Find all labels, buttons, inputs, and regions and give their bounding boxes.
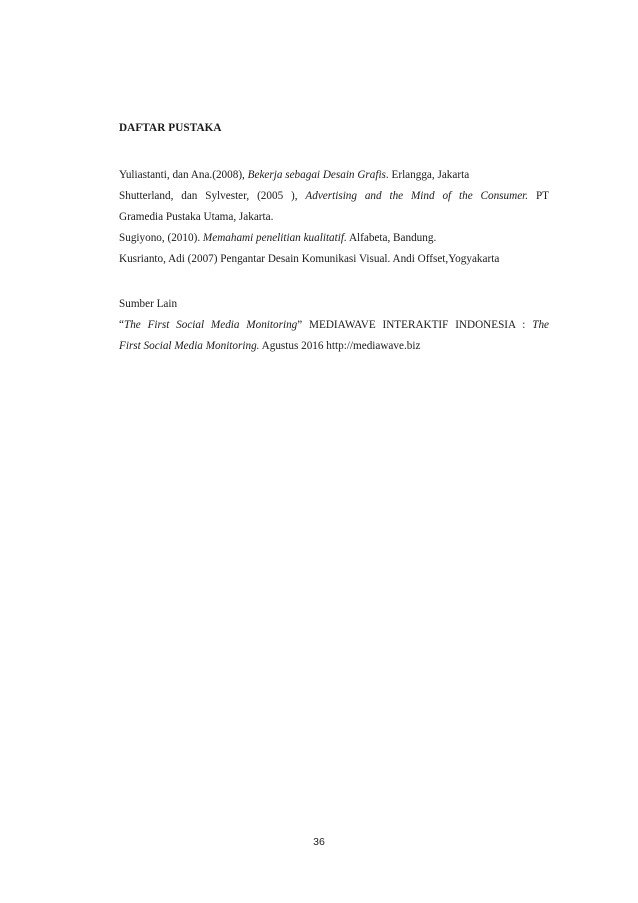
- other-sources-heading: Sumber Lain: [119, 298, 178, 310]
- bibliography-section: [119, 118, 549, 357]
- reference-entry-2: [119, 186, 549, 228]
- reference-publisher-2a: PT: [528, 190, 550, 202]
- other-source-title-end: First Social Media Monitoring.: [119, 340, 260, 352]
- reference-authors-2: Shutterland, dan Sylvester, (2005 ),: [119, 190, 306, 202]
- page-number: 36: [313, 836, 325, 848]
- reference-entry-4: Kusrianto, Adi (2007) Pengantar Desain Komunikasi Visual. Andi Offset,Yogyakarta: [119, 253, 500, 265]
- other-source-date-url: Agustus 2016 http://mediawave.biz: [259, 340, 421, 352]
- page-title: DAFTAR PUSTAKA: [119, 122, 222, 134]
- reference-publisher-2b: Gramedia Pustaka Utama, Jakarta.: [119, 211, 274, 223]
- section-spacer: [119, 270, 549, 294]
- reference-entry-3: [119, 228, 549, 249]
- other-source-line-1: [119, 315, 549, 336]
- reference-authors-3: Sugiyono, (2010).: [119, 232, 203, 244]
- other-source-line-2: [119, 336, 549, 357]
- reference-entry-1: [119, 165, 549, 186]
- reference-title-2: Advertising and the Mind of the Consumer.: [305, 190, 529, 202]
- other-source-entry: [119, 315, 549, 357]
- other-source-publisher: ” MEDIAWAVE INTERAKTIF INDONESIA :: [297, 319, 533, 331]
- reference-publisher-1: . Erlangga, Jakarta: [385, 169, 470, 181]
- reference-title-3: Memahami penelitian kualitatif.: [202, 232, 347, 244]
- other-source-title: The First Social Media Monitoring: [123, 319, 298, 331]
- reference-publisher-3: Alfabeta, Bandung.: [346, 232, 437, 244]
- reference-authors-1: Yuliastanti, dan Ana.(2008),: [119, 169, 248, 181]
- open-quote: “: [119, 319, 124, 331]
- reference-line-2a: [119, 186, 549, 207]
- other-source-title-continued: The: [532, 319, 549, 331]
- reference-title-1: Bekerja sebagai Desain Grafis: [247, 169, 386, 181]
